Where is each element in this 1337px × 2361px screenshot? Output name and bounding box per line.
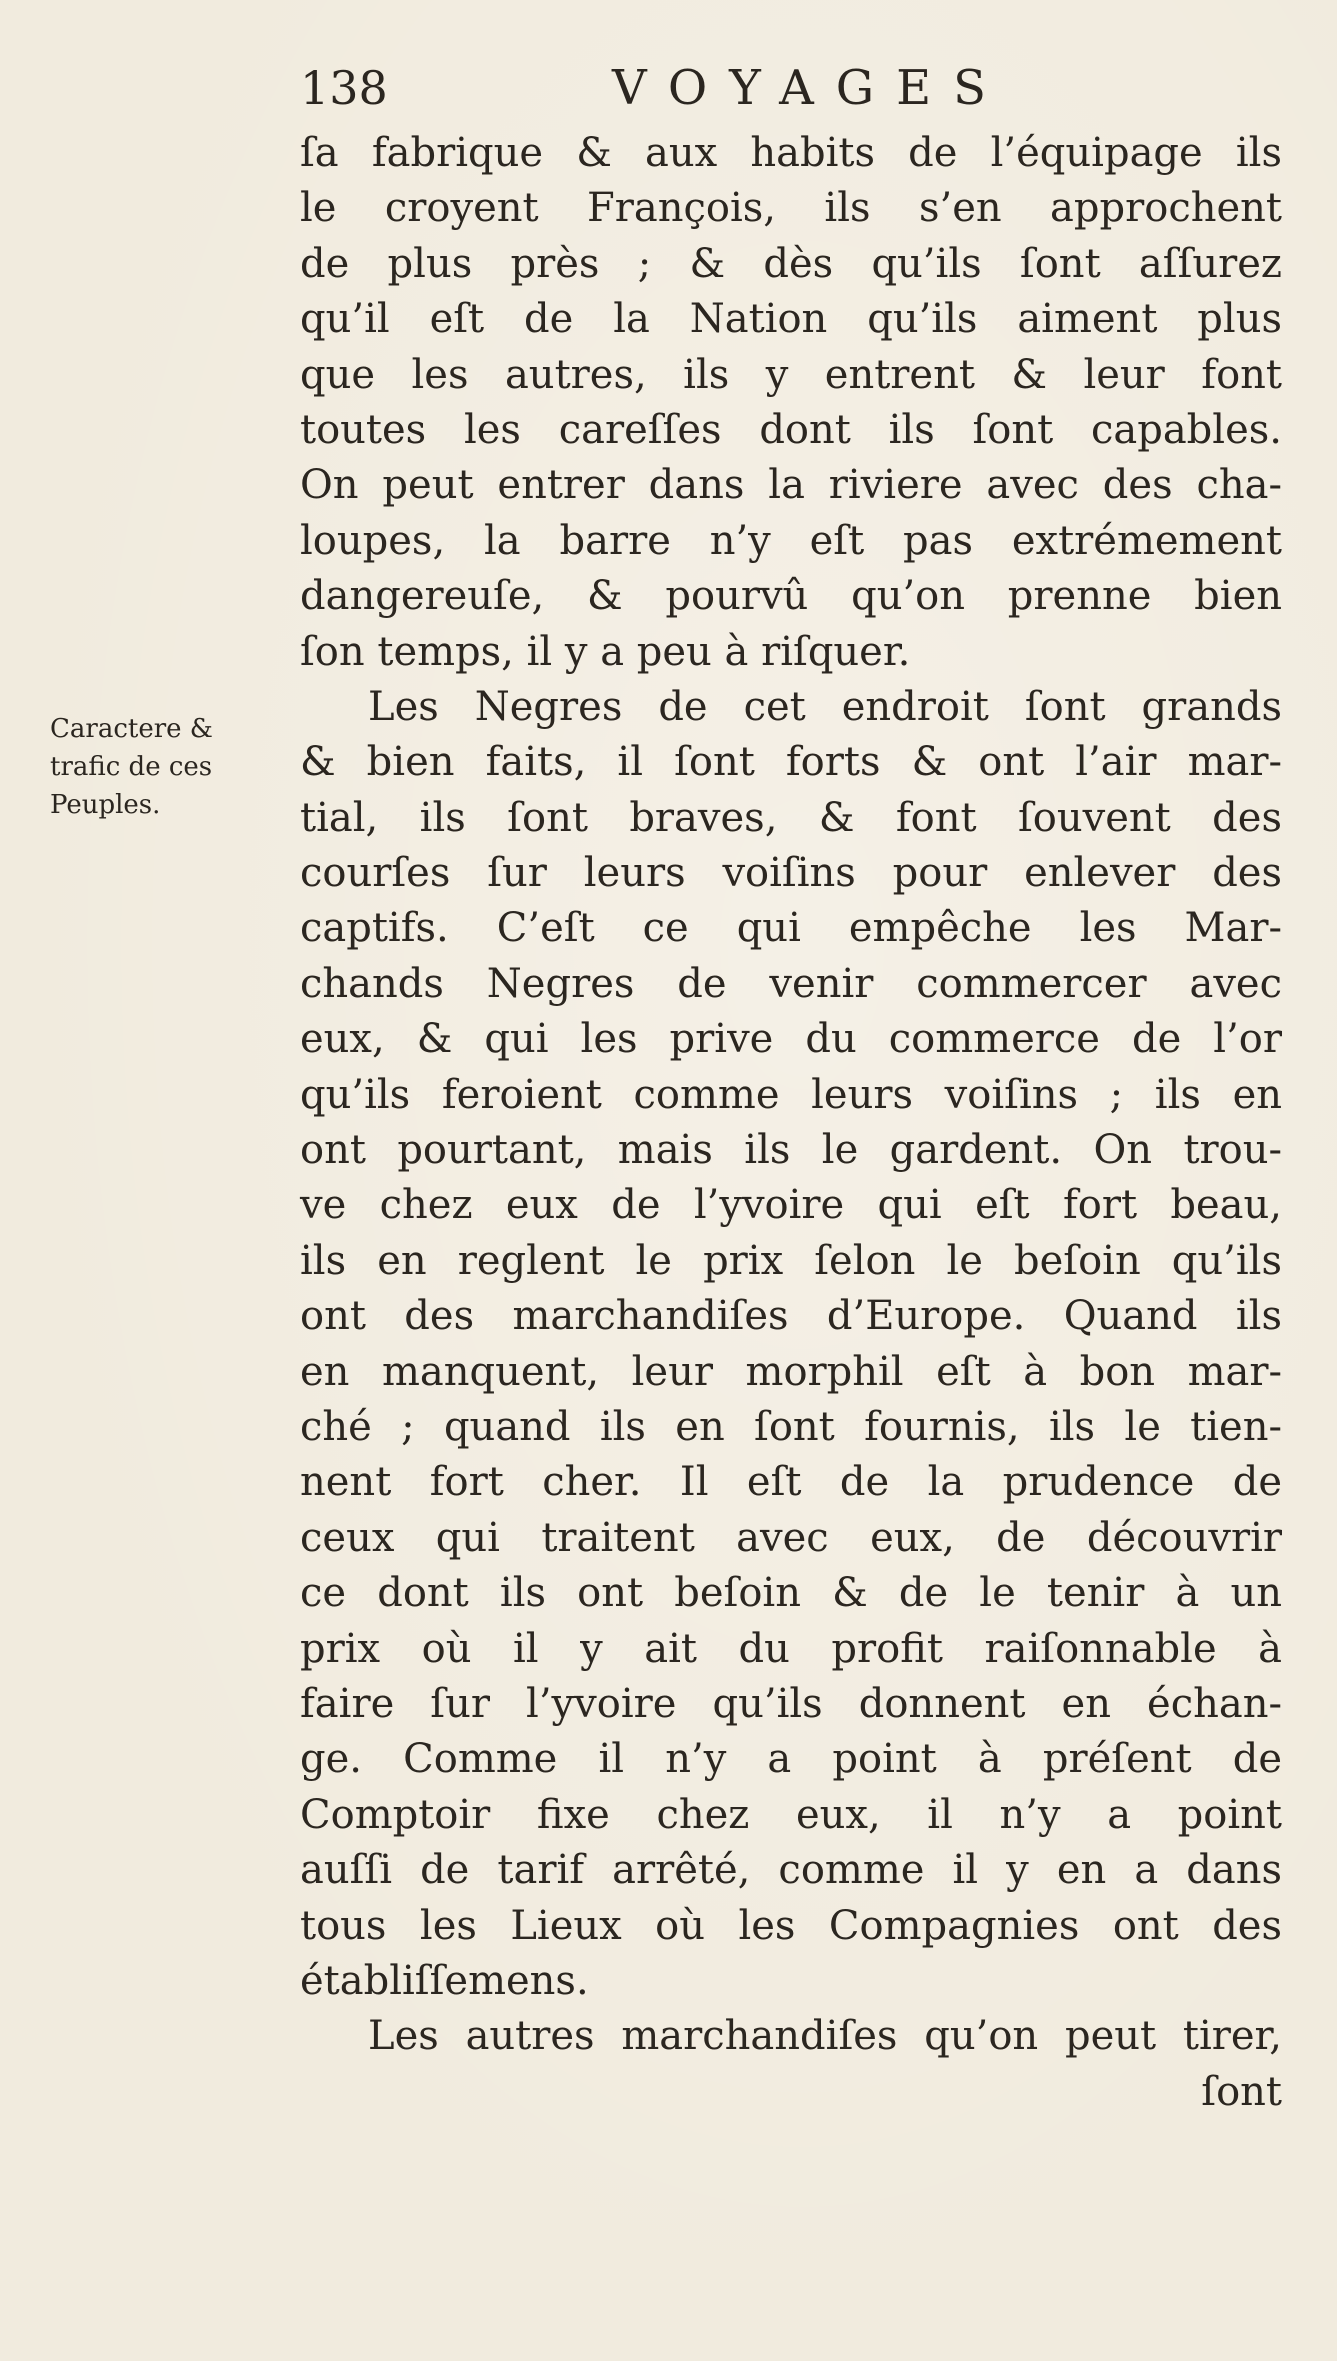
text-line: ceux qui traitent avec eux, de découvrir xyxy=(300,1514,1282,1561)
text-line: On peut entrer dans la riviere avec des cha- xyxy=(300,462,1282,509)
text-line: établiſſemens. xyxy=(300,1957,589,2004)
text-line: tous les Lieux où les Compagnies ont des xyxy=(300,1902,1282,1949)
text-line: ils en reglent le prix ſelon le beſoin qu’ils xyxy=(300,1237,1282,1284)
text-line: qu’il eſt de la Nation qu’ils aiment plus xyxy=(300,296,1282,343)
text-line: auſſi de tarif arrêté, comme il y en a dans xyxy=(300,1847,1282,1894)
text-line: faire ſur l’yvoire qu’ils donnent en échan- xyxy=(300,1680,1282,1727)
marginal-note-line: Peuples. xyxy=(50,790,161,820)
text-line: ſon temps, il y a peu à riſquer. xyxy=(300,628,911,675)
text-line: qu’ils feroient comme leurs voiſins ; ils en xyxy=(300,1071,1282,1118)
text-line: eux, & qui les prive du commerce de l’or xyxy=(300,1016,1282,1063)
text-line: chands Negres de venir commercer avec xyxy=(300,960,1282,1007)
text-line: nent fort cher. Il eſt de la prudence de xyxy=(300,1459,1282,1506)
text-line: de plus près ; & dès qu’ils ſont aſſurez xyxy=(300,240,1282,287)
text-line: ſa fabrique & aux habits de l’équipage ils xyxy=(300,130,1282,176)
text-line: ont pourtant, mais ils le gardent. On trou- xyxy=(300,1127,1282,1174)
text-line: tial, ils ſont braves, & font ſouvent des xyxy=(300,794,1282,841)
text-line: ont des marchandiſes d’Europe. Quand ils xyxy=(300,1293,1282,1340)
text-line: Comptoir fixe chez eux, il n’y a point xyxy=(300,1791,1282,1838)
body-text xyxy=(300,126,1282,2120)
marginal-note-line: Caractere & xyxy=(50,714,213,744)
text-line: toutes les careſſes dont ils ſont capables. xyxy=(300,406,1282,453)
text-line: courſes ſur leurs voiſins pour enlever des xyxy=(300,850,1282,897)
text-line: ché ; quand ils en ſont fournis, ils le tien- xyxy=(300,1403,1282,1450)
text-line: Les autres marchandiſes qu’on peut tirer, xyxy=(368,2013,1282,2060)
text-line: ce dont ils ont beſoin & de le tenir à un xyxy=(300,1570,1282,1617)
catchword: ſont xyxy=(1201,2068,1282,2115)
text-line: ve chez eux de l’yvoire qui eſt fort beau, xyxy=(300,1182,1282,1229)
text-line: le croyent François, ils s’en approchent xyxy=(300,185,1282,232)
running-head xyxy=(0,58,1337,118)
running-title: VOYAGES xyxy=(612,60,1009,116)
text-line: dangereuſe, & pourvû qu’on prenne bien xyxy=(300,573,1282,620)
text-line: en manquent, leur morphil eſt à bon mar- xyxy=(300,1348,1282,1395)
text-line: Les Negres de cet endroit ſont grands xyxy=(368,683,1282,730)
text-line: loupes, la barre n’y eſt pas extrémement xyxy=(300,517,1282,564)
text-line: ge. Comme il n’y a point à préſent de xyxy=(300,1736,1282,1783)
page-number: 138 xyxy=(300,61,388,115)
marginal-note xyxy=(50,710,300,824)
text-line: & bien faits, il ſont forts & ont l’air mar- xyxy=(300,739,1282,786)
text-line: prix où il y ait du profit raiſonnable à xyxy=(300,1625,1282,1672)
text-line: captifs. C’eſt ce qui empêche les Mar- xyxy=(300,905,1282,952)
text-line: que les autres, ils y entrent & leur font xyxy=(300,351,1282,398)
marginal-note-line: trafic de ces xyxy=(50,752,213,782)
